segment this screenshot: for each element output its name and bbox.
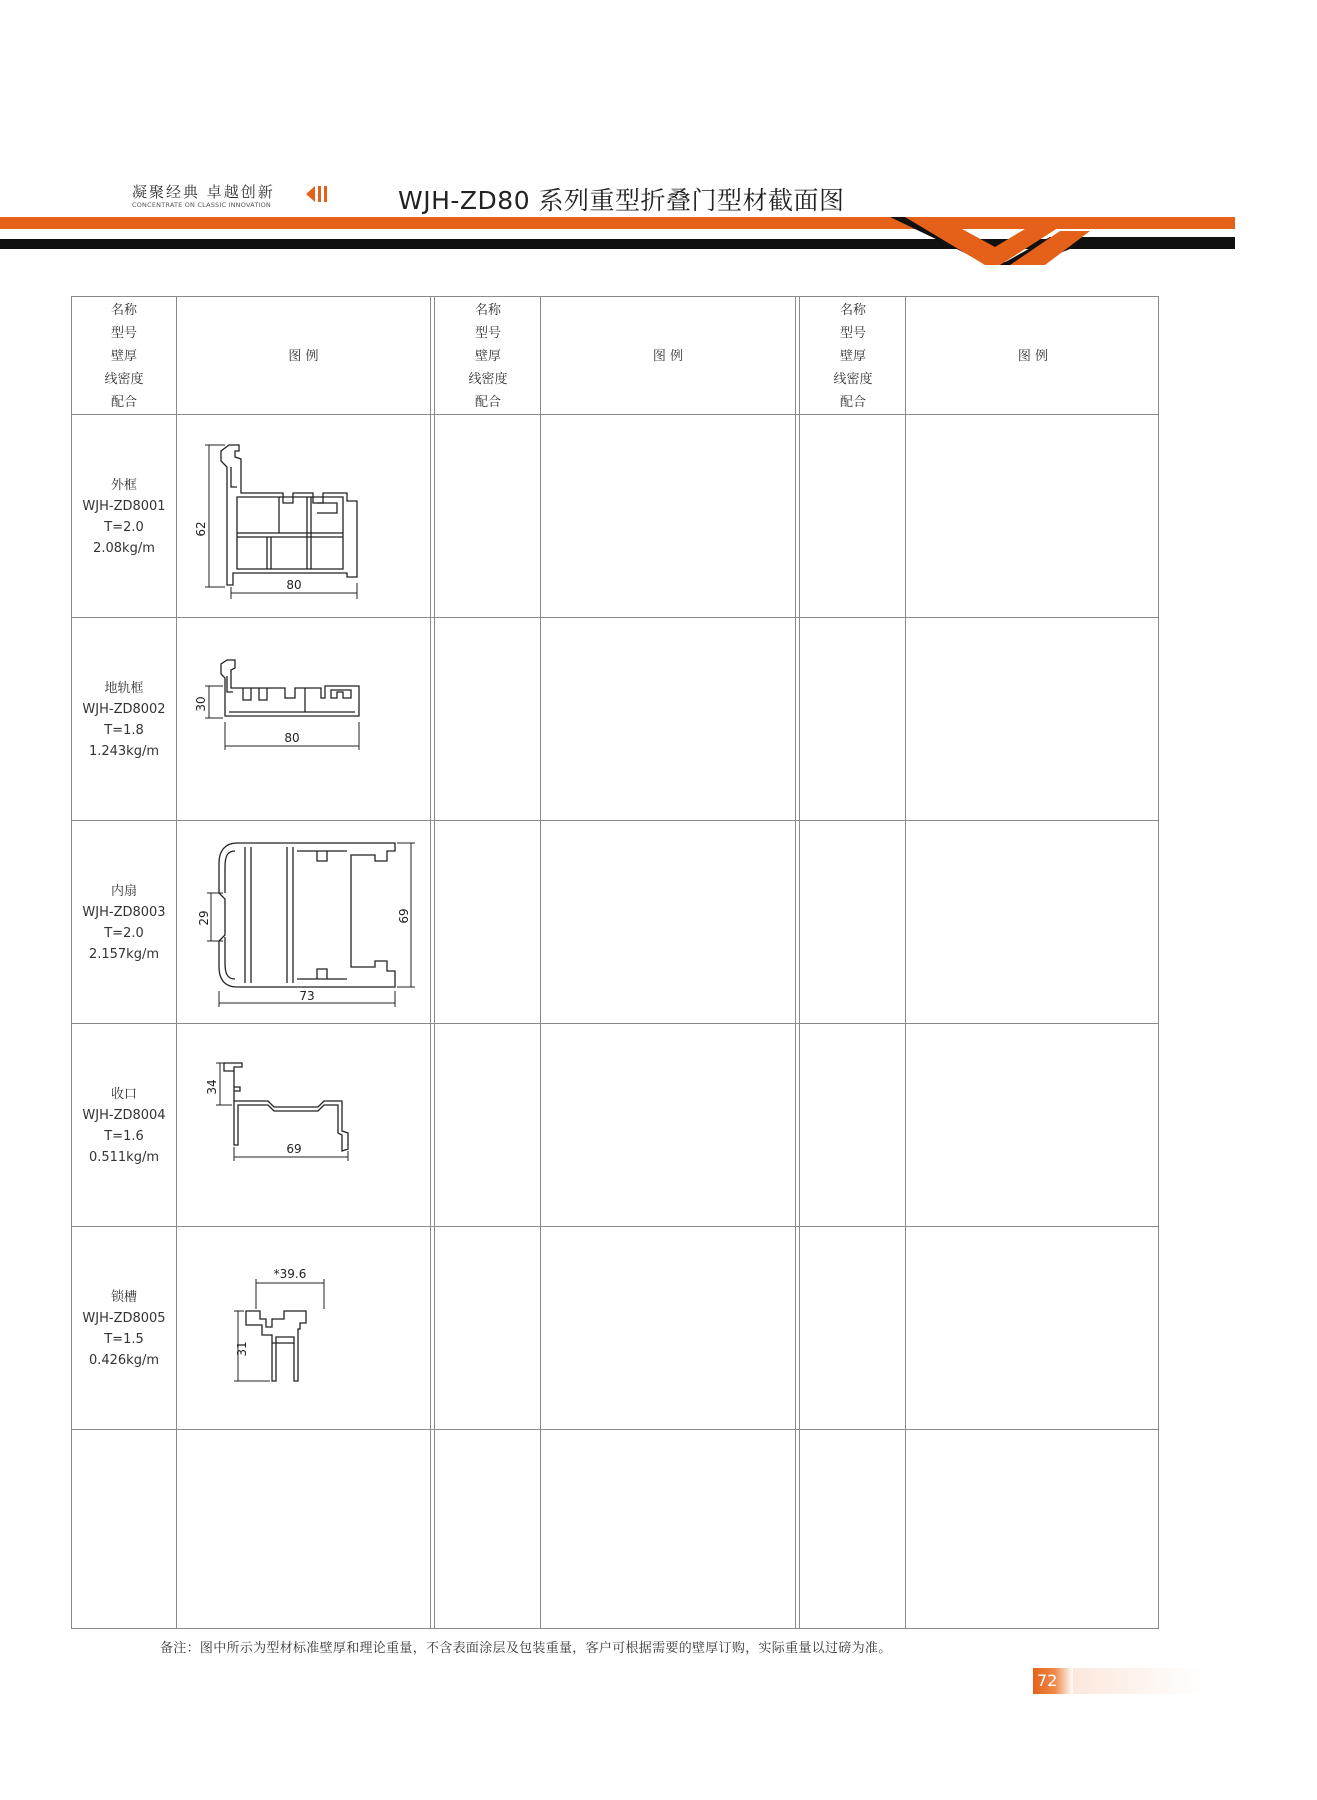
dim-width-label: 69 [286,1142,302,1156]
header-stripe-band [0,217,1317,265]
profile-info-2 [72,678,176,762]
profile-info-4 [72,1084,176,1168]
profile-name: 锁槽 [110,1290,137,1305]
header-diagram-2: 图 例 [652,349,684,364]
profile-thickness: T=1.5 [104,1332,144,1347]
dim-width-label: *39.6 [273,1267,307,1281]
dim-width-label: 80 [284,731,300,745]
page-number: 72 [1033,1668,1073,1694]
company-slogan: 凝聚经典 卓越创新 [132,183,275,201]
company-slogan-english: CONCENTRATE ON CLASSIC INNOVATION [132,201,271,209]
profile-name: 外框 [110,478,137,493]
arrow-bars-icon [306,184,330,204]
profile-name: 内扇 [110,884,137,899]
profile-thickness: T=2.0 [104,520,144,535]
dim-height-label: 34 [205,1079,219,1095]
dim-height-label: 30 [194,696,208,712]
profile-thickness: T=2.0 [104,926,144,941]
profile-drawing-closing-strip [205,1047,422,1187]
profile-thickness: T=1.6 [104,1129,144,1144]
profile-model: WJH-ZD8005 [82,1311,166,1326]
header-diagram-3: 图 例 [1017,349,1049,364]
profile-density: 2.157kg/m [88,947,160,962]
profile-model: WJH-ZD8003 [82,905,166,920]
dim-height-label: 31 [235,1341,249,1357]
profile-model: WJH-ZD8002 [82,702,166,717]
profile-info-3 [72,881,176,965]
profile-table [71,296,1159,1629]
profile-info-5 [72,1287,176,1371]
dim-height-label: 62 [194,521,208,537]
profile-drawing-lock-slot [232,1263,382,1388]
page-title: WJH-ZD80 系列重型折叠门型材截面图 [398,186,845,215]
profile-model: WJH-ZD8001 [82,499,166,514]
profile-drawing-outer-frame [194,437,417,597]
profile-density: 0.426kg/m [88,1353,160,1368]
page-header [0,175,1317,265]
header-labels-group-1: 名称 型号 壁厚 线密度 配合 [104,303,144,410]
profile-model: WJH-ZD8004 [82,1108,166,1123]
header-diagram-1: 图 例 [288,349,319,364]
page-number-fade [1073,1668,1203,1694]
footnote: 备注：图中所示为型材标准壁厚和理论重量，不含表面涂层及包装重量，客户可根据需要的壁厚订购，实际重量以过磅为准。 [160,1641,892,1656]
profile-name: 地轨框 [104,681,144,696]
dim-width-label: 73 [299,989,315,1003]
profile-drawing-floor-track [194,652,417,772]
profile-info-1 [72,475,176,559]
dim-height-left-label: 29 [197,910,211,926]
profile-density: 0.511kg/m [88,1150,160,1165]
header-labels-group-2: 名称 型号 壁厚 线密度 配合 [468,303,508,410]
dim-width-label: 80 [286,578,302,592]
profile-density: 1.243kg/m [88,744,160,759]
dim-height-right-label: 69 [397,908,411,924]
profile-drawing-inner-sash [197,827,427,1017]
profile-thickness: T=1.8 [104,723,144,738]
profile-density: 2.08kg/m [93,541,155,556]
header-labels-group-3: 名称 型号 壁厚 线密度 配合 [833,303,873,410]
profile-name: 收口 [110,1087,137,1102]
